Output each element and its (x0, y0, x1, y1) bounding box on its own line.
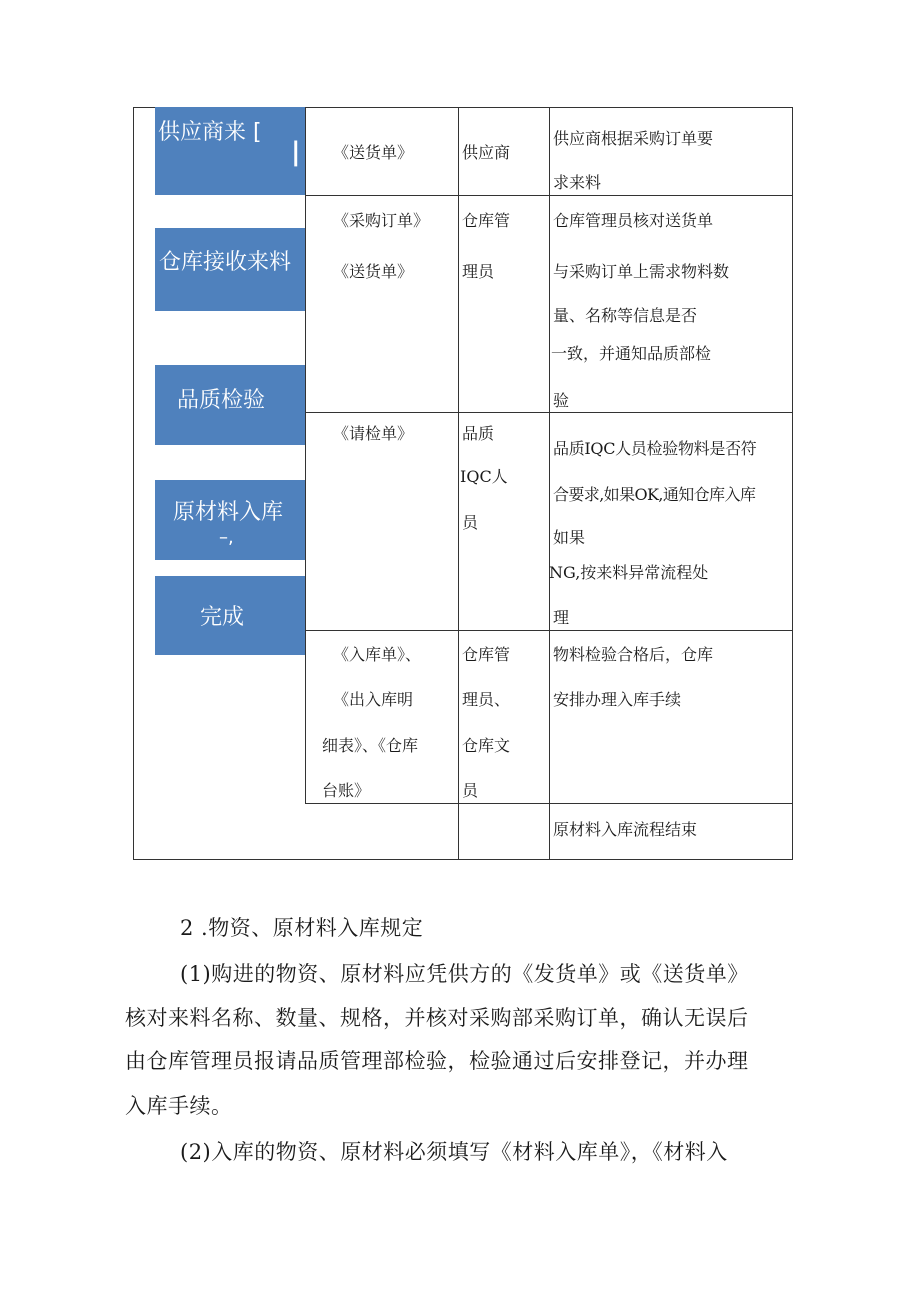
row3-role-3: 员 (462, 513, 479, 532)
table-row-divider-1 (305, 195, 792, 196)
row3-desc-5: 理 (553, 608, 570, 627)
row1-desc-2: 求来料 (553, 173, 602, 192)
flow-box-store-mark: –, (219, 527, 234, 548)
section-heading: 2 .物资、原材料入库规定 (180, 916, 424, 940)
row5-desc-1: 原材料入库流程结束 (553, 820, 698, 839)
table-col-divider-1 (305, 107, 306, 803)
flow-box-receive (155, 228, 305, 311)
row3-desc-4: NG,按来料异常流程处 (549, 563, 709, 582)
table-border-bottom (133, 859, 792, 860)
table-row-divider-2 (305, 412, 792, 413)
row4-doc-4: 台账》 (322, 781, 371, 800)
paragraph-2-line-1: (2)入库的物资、原材料必须填写《材料入库单》，《材料入 (180, 1140, 728, 1164)
paragraph-1-line-4: 入库手续。 (125, 1094, 233, 1118)
row1-doc-1: 《送货单》 (333, 143, 414, 162)
table-border-right (792, 107, 793, 860)
row4-role-4: 员 (462, 781, 479, 800)
row3-doc-1: 《请检单》 (333, 424, 414, 443)
flow-box-receive-label: 仓库接收来料 (159, 250, 292, 275)
row2-role-2: 理员 (462, 262, 495, 281)
row3-desc-2: 合要求,如果OK,通知仓库入库 (553, 485, 756, 504)
row2-desc-4: 一致，并通知品质部检 (551, 344, 712, 363)
row3-desc-1: 品质IQC人员检验物料是否符 (553, 439, 757, 458)
row4-desc-1: 物料检验合格后，仓库 (553, 645, 714, 664)
row3-role-2: IQC人 (460, 467, 508, 486)
row4-role-2: 理员、 (462, 690, 511, 709)
flow-box-supplier-mark: | (291, 137, 301, 167)
row3-role-1: 品质 (462, 424, 495, 443)
row2-doc-1: 《采购订单》 (333, 211, 430, 230)
table-row-divider-3 (305, 630, 792, 631)
flow-box-store (155, 480, 305, 560)
table-row-divider-4 (305, 803, 792, 804)
table-col-divider-2 (458, 107, 459, 860)
flow-box-done-label: 完成 (200, 605, 245, 630)
paragraph-1-line-1: (1)购进的物资、原材料应凭供方的《发货单》或《送货单》 (180, 962, 749, 986)
table-col-divider-3 (549, 107, 550, 860)
row4-doc-3: 细表》、《仓库 (322, 736, 419, 755)
row4-doc-2: 《出入库明 (333, 690, 414, 709)
paragraph-1-line-2: 核对来料名称、数量、规格，并核对采购部采购订单，确认无误后 (125, 1006, 749, 1030)
flow-box-store-label: 原材料入库 (173, 500, 284, 525)
table-border-left (133, 107, 134, 860)
flow-box-done (155, 576, 305, 655)
row4-role-3: 仓库文 (462, 736, 511, 755)
row2-desc-1: 仓库管理员核对送货单 (553, 211, 714, 230)
row2-role-1: 仓库管 (462, 211, 511, 230)
row2-desc-2: 与采购订单上需求物料数 (553, 262, 730, 281)
flow-box-quality-label: 品质检验 (177, 388, 266, 413)
row1-role-1: 供应商 (462, 143, 511, 162)
row4-doc-1: 《入库单》、 (333, 645, 422, 664)
paragraph-1-line-3: 由仓库管理员报请品质管理部检验，检验通过后安排登记，并办理 (125, 1049, 749, 1073)
flow-box-quality (155, 365, 305, 445)
flow-box-supplier-label: 供应商来 [ (158, 120, 262, 145)
row3-desc-3: 如果 (553, 528, 586, 547)
row2-doc-2: 《送货单》 (333, 262, 414, 281)
row1-desc-1: 供应商根据采购订单要 (553, 129, 714, 148)
row4-desc-2: 安排办理入库手续 (553, 690, 682, 709)
flow-box-supplier (155, 107, 305, 195)
row4-role-1: 仓库管 (462, 645, 511, 664)
row2-desc-3: 量、名称等信息是否 (553, 306, 698, 325)
row2-desc-5: 验 (553, 391, 570, 410)
